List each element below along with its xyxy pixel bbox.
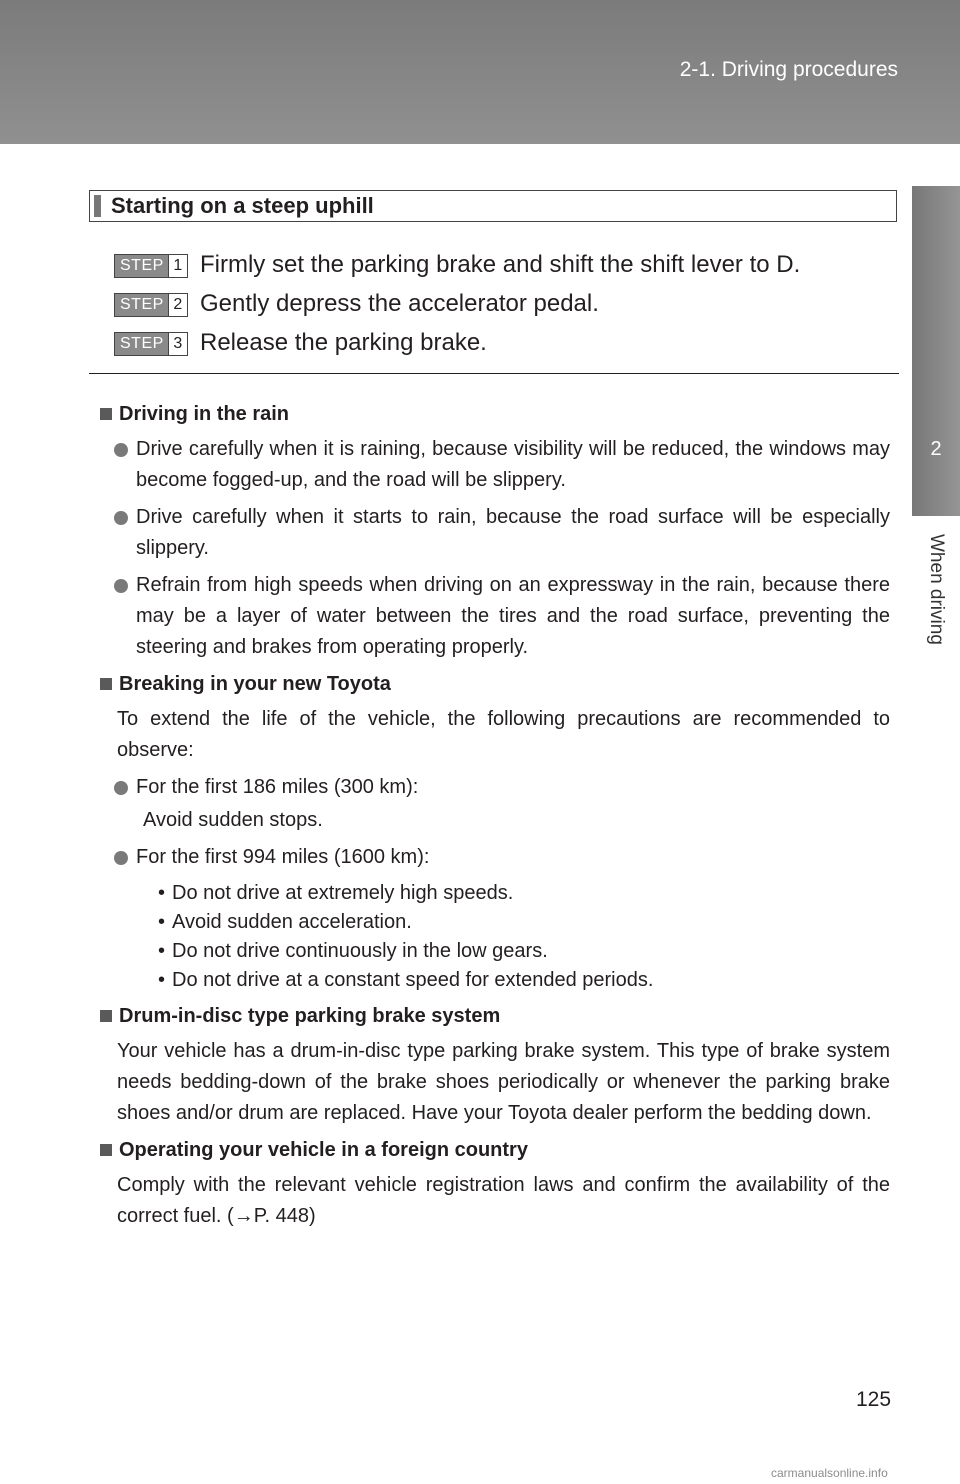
- breakin-title: Breaking in your new Toyota: [100, 669, 890, 700]
- rain-bullet: Drive carefully when it starts to rain, because the road surface will be especially slippery.: [100, 502, 890, 564]
- round-bullet-icon: [114, 579, 128, 593]
- round-bullet-icon: [114, 781, 128, 795]
- step-text: Firmly set the parking brake and shift the shift lever to D.: [200, 251, 801, 278]
- drum-title: Drum-in-disc type parking brake system: [100, 1001, 890, 1032]
- step-text: Release the parking brake.: [200, 329, 487, 356]
- drum-text: Your vehicle has a drum-in-disc type parking brake system. This type of brake system needs bedding-down of the brake shoes periodically or whenever the parking brake shoes and/or drum are replaced. Have your Toyota dealer perform the bedding down.: [117, 1040, 890, 1124]
- chapter-number: 2: [930, 438, 942, 460]
- step-word: STEP: [120, 335, 164, 352]
- square-bullet-icon: [100, 408, 112, 420]
- list-item: • Do not drive at a constant speed for extended periods.: [158, 966, 890, 995]
- step-badge: [114, 254, 188, 278]
- list-item: • Do not drive continuously in the low gears.: [158, 937, 890, 966]
- chapter-label: When driving: [926, 534, 947, 645]
- divider: [89, 373, 899, 374]
- watermark: carmanualsonline.info: [771, 1466, 888, 1480]
- page-number: 125: [856, 1388, 892, 1411]
- round-bullet-icon: [114, 851, 128, 865]
- rain-bullet: Drive carefully when it is raining, because visibility will be reduced, the windows may become fogged-up, and the road will be slippery.: [100, 434, 890, 496]
- breakin-bullet: For the first 994 miles (1600 km):: [100, 842, 890, 873]
- foreign-text: Comply with the relevant vehicle registration laws and confirm the availability of the correct fuel. (→P. 448): [117, 1174, 890, 1227]
- list-item: • Do not drive at extremely high speeds.: [158, 879, 890, 908]
- step-word: STEP: [120, 296, 164, 313]
- breakin-intro: To extend the life of the vehicle, the following precautions are recommended to observe:: [117, 708, 890, 761]
- round-bullet-icon: [114, 511, 128, 525]
- step-text: Gently depress the accelerator pedal.: [200, 290, 599, 317]
- breakin-bullet: For the first 186 miles (300 km):: [100, 772, 890, 803]
- list-item: • Avoid sudden acceleration.: [158, 908, 890, 937]
- step-number: 3: [168, 333, 187, 355]
- uphill-heading: [89, 190, 897, 222]
- step-badge: [114, 293, 188, 317]
- section-header: 2-1. Driving procedures: [679, 58, 898, 81]
- rain-title: Driving in the rain: [100, 399, 890, 430]
- square-bullet-icon: [100, 1144, 112, 1156]
- step-word: STEP: [120, 257, 164, 274]
- round-bullet-icon: [114, 443, 128, 457]
- step-badge: [114, 332, 188, 356]
- step-number: 2: [168, 294, 187, 316]
- breakin-list: [100, 879, 890, 995]
- rain-bullet: Refrain from high speeds when driving on an expressway in the rain, because there may be a layer of water between the tires and the road surface, preventing the steering and brakes from operating properly.: [100, 570, 890, 663]
- step-number: 1: [168, 255, 187, 277]
- heading-marker: [94, 195, 101, 217]
- uphill-title: Starting on a steep uphill: [111, 193, 374, 218]
- breakin-sub: Avoid sudden stops.: [143, 809, 323, 831]
- square-bullet-icon: [100, 678, 112, 690]
- chapter-tab: [912, 186, 960, 516]
- foreign-title: Operating your vehicle in a foreign country: [100, 1135, 890, 1166]
- notes: [100, 396, 890, 1238]
- square-bullet-icon: [100, 1010, 112, 1022]
